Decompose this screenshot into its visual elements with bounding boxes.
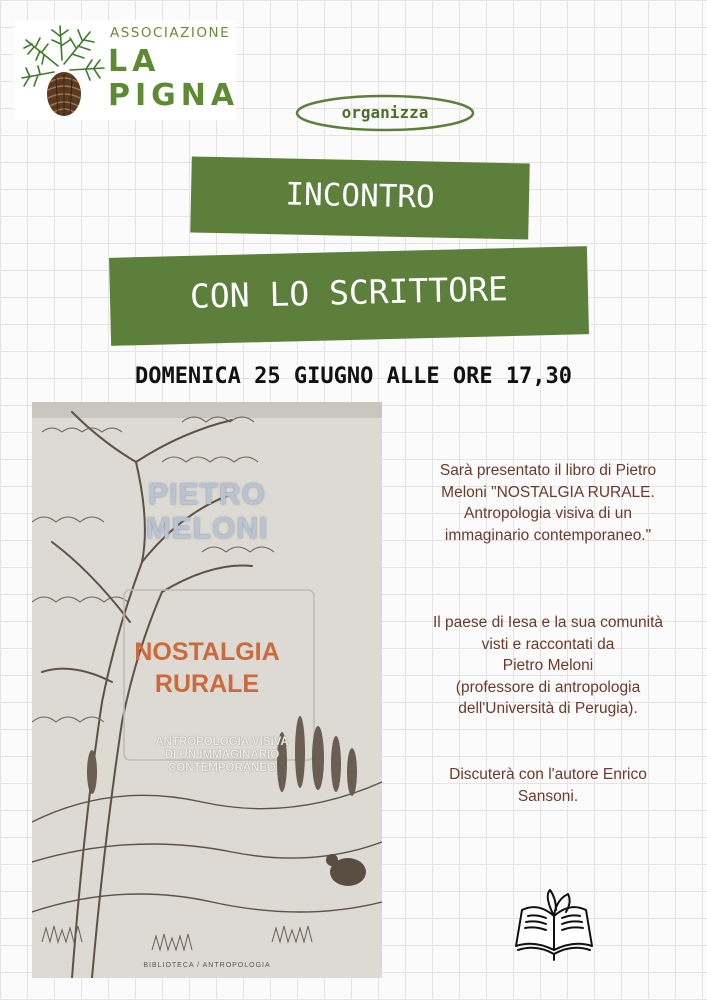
cover-author-first: PIETRO bbox=[148, 478, 266, 511]
book-cover-photo bbox=[32, 402, 382, 978]
description-line: Pietro Meloni bbox=[502, 657, 594, 674]
description-paragraph-2 bbox=[398, 612, 698, 720]
description-paragraph-3 bbox=[398, 764, 698, 807]
cover-title-line1: NOSTALGIA bbox=[134, 638, 280, 666]
logo-line-la: LA bbox=[108, 44, 161, 79]
description-line: Meloni "NOSTALGIA RURALE. bbox=[441, 483, 655, 501]
cover-subtitle-line3: CONTEMPORANEO bbox=[168, 762, 276, 774]
open-book-icon bbox=[510, 888, 598, 964]
description-line: (professore di antropologia bbox=[455, 678, 641, 696]
description-line: immaginario contemporaneo." bbox=[444, 526, 652, 544]
cover-series-label: BIBLIOTECA / ANTROPOLOGIA bbox=[143, 962, 271, 969]
description-line: visti e raccontati da bbox=[481, 635, 615, 653]
banner-incontro: INCONTRO bbox=[190, 156, 530, 239]
description-line: Antropologia visiva di un bbox=[463, 505, 633, 522]
cover-subtitle-line2: DI UN IMMAGINARIO bbox=[164, 749, 280, 761]
banner-scrittore: CON LO SCRITTORE bbox=[109, 246, 589, 346]
description-line: Sarà presentato il libro di Pietro bbox=[439, 462, 657, 479]
association-logo bbox=[14, 20, 240, 120]
logo-line-pigna: PIGNA bbox=[108, 78, 240, 113]
logo-line-associazione: ASSOCIAZIONE bbox=[110, 25, 231, 41]
description-line: Discuterà con l'autore Enrico bbox=[449, 766, 647, 783]
pine-cone-icon bbox=[14, 20, 110, 120]
description-line: Sansoni. bbox=[517, 787, 579, 805]
description-paragraph-1 bbox=[398, 460, 698, 546]
organizer-tag bbox=[292, 92, 478, 134]
description-line: Il paese di Iesa e la sua comunità bbox=[432, 614, 664, 631]
description-line: dell'Università di Perugia). bbox=[458, 700, 638, 717]
cover-author-last: MELONI bbox=[145, 512, 269, 545]
cover-title-line2: RURALE bbox=[154, 670, 260, 698]
event-date: DOMENICA 25 GIUGNO ALLE ORE 17,30 bbox=[134, 364, 573, 389]
organizer-tag-label: organizza bbox=[341, 103, 429, 122]
cover-subtitle-line1: ANTROPOLOGIA VISIVA bbox=[155, 736, 289, 748]
